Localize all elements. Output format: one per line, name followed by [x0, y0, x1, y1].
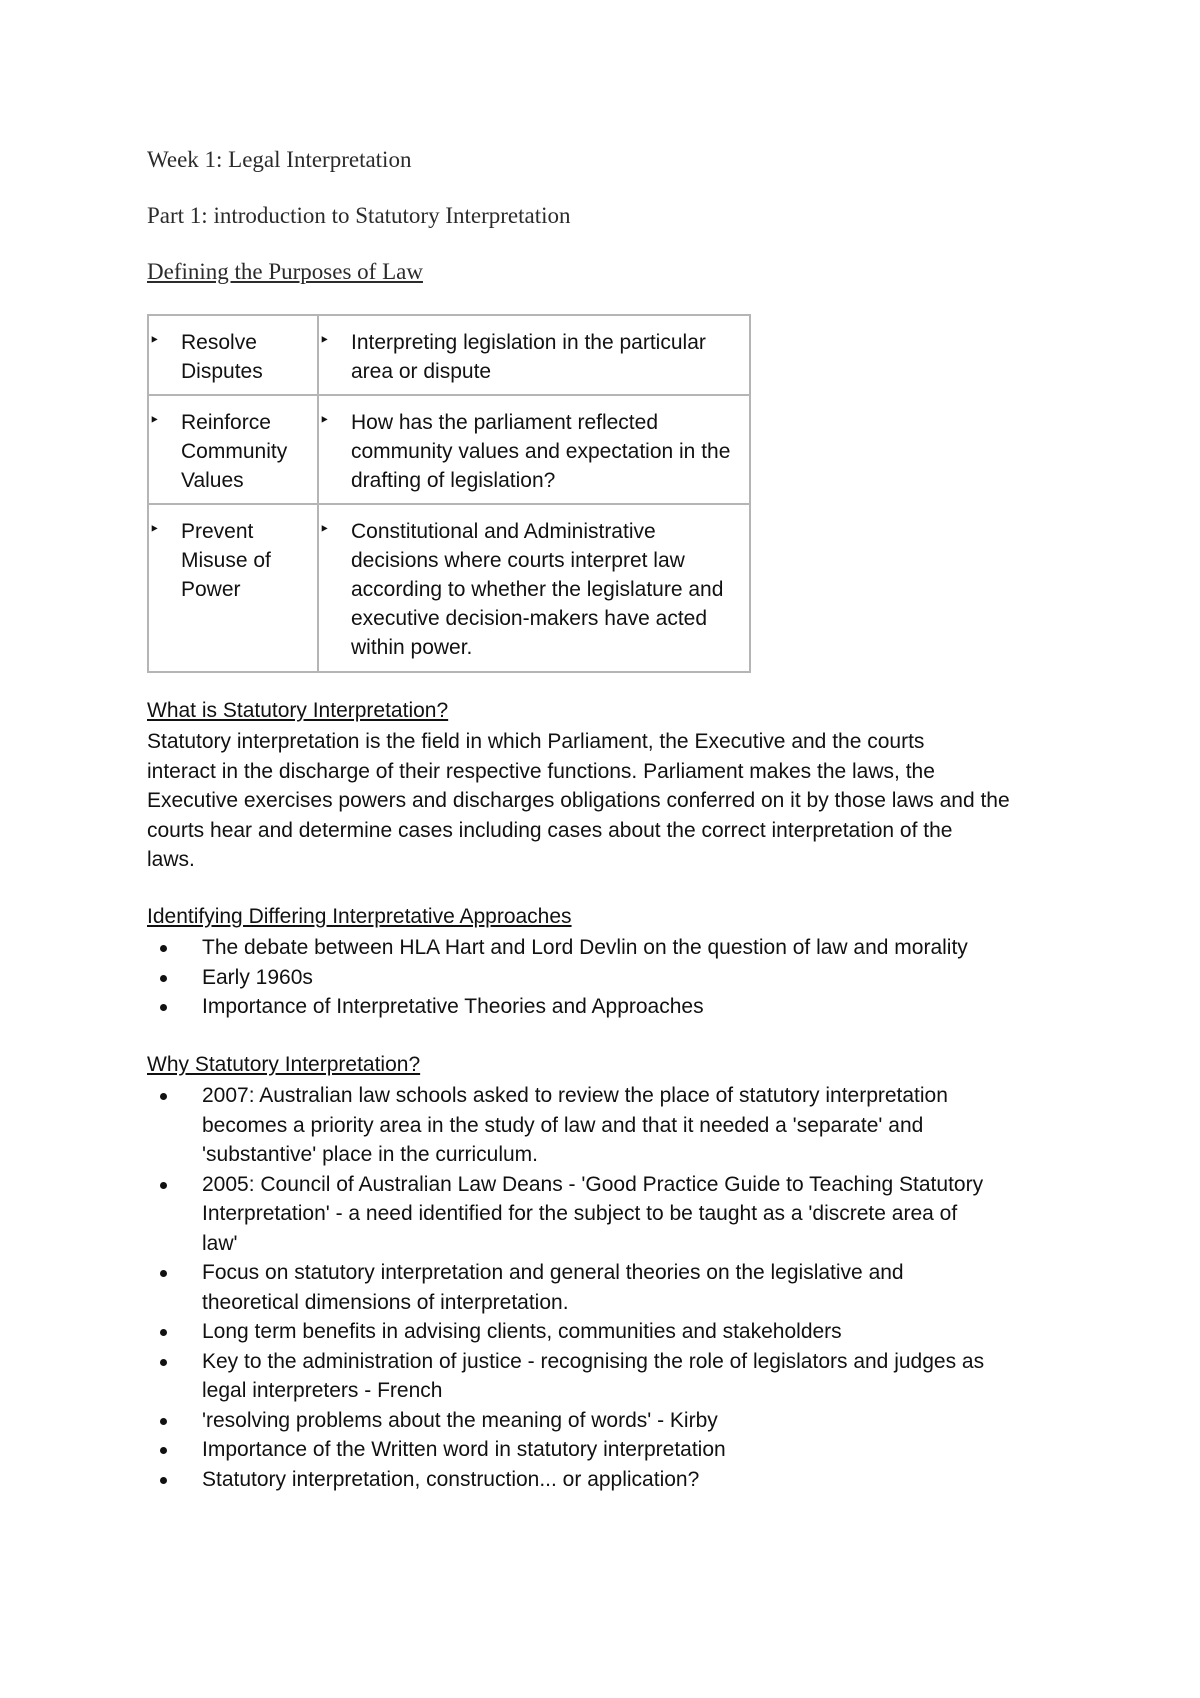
- what-is-paragraph: [147, 727, 1077, 875]
- list-item: 2007: Australian law schools asked to review the place of statutory interpretation becomes a priority area in the study of law and that it needed a 'separate' and 'substantive' place in the curriculum.: [147, 1081, 1077, 1170]
- bullet-icon: [160, 1359, 167, 1366]
- table-row: [148, 395, 750, 504]
- table-cell-description: [318, 315, 750, 395]
- section-heading-identifying: Identifying Differing Interpretative Approaches: [147, 905, 572, 928]
- bullet-icon: [160, 1182, 167, 1189]
- purposes-table: [147, 314, 751, 673]
- list-item: Focus on statutory interpretation and general theories on the legislative and theoretical dimensions of interpretation.: [147, 1258, 1077, 1317]
- section-heading-purposes: Defining the Purposes of Law: [147, 259, 423, 284]
- bullet-icon: [160, 975, 167, 982]
- bullet-icon: [160, 1329, 167, 1336]
- list-item: Importance of Interpretative Theories and Approaches: [147, 992, 1077, 1022]
- table-cell-description: [318, 395, 750, 504]
- triangle-bullet-icon: ‣: [319, 330, 330, 350]
- purpose-text: Reinforce Community Values: [181, 411, 288, 492]
- list-item: Key to the administration of justice - recognising the role of legislators and judges as legal interpreters - French: [147, 1347, 1077, 1406]
- section-heading-why: Why Statutory Interpretation?: [147, 1053, 421, 1076]
- table-cell-purpose: [148, 395, 318, 504]
- document-title: Week 1: Legal Interpretation: [147, 147, 412, 172]
- table-cell-purpose: [148, 504, 318, 672]
- why-list: [147, 1081, 1077, 1494]
- purpose-text: Prevent Misuse of Power: [181, 520, 271, 601]
- paragraph-line: interact in the discharge of their respective functions. Parliament makes the laws, the: [147, 759, 935, 783]
- triangle-bullet-icon: ‣: [149, 519, 160, 539]
- triangle-bullet-icon: ‣: [149, 330, 160, 350]
- list-item: Importance of the Written word in statutory interpretation: [147, 1435, 1077, 1465]
- description-text: Interpreting legislation in the particular area or dispute: [351, 331, 706, 383]
- bullet-icon: [160, 1477, 167, 1484]
- part-heading: Part 1: introduction to Statutory Interpretation: [147, 203, 571, 228]
- list-item: 'resolving problems about the meaning of words' - Kirby: [147, 1406, 1077, 1436]
- bullet-icon: [160, 1270, 167, 1277]
- triangle-bullet-icon: ‣: [319, 410, 330, 430]
- purpose-text: Resolve Disputes: [181, 331, 263, 383]
- bullet-icon: [160, 1093, 167, 1100]
- bullet-icon: [160, 1418, 167, 1425]
- list-item: Long term benefits in advising clients, communities and stakeholders: [147, 1317, 1077, 1347]
- table-cell-purpose: [148, 315, 318, 395]
- paragraph-line: Executive exercises powers and discharges obligations conferred on it by those laws and the: [147, 789, 1010, 812]
- section-heading-what-is: What is Statutory Interpretation?: [147, 699, 449, 722]
- triangle-bullet-icon: ‣: [149, 410, 160, 430]
- table-cell-description: [318, 504, 750, 672]
- paragraph-line: Statutory interpretation is the field in which Parliament, the Executive and the courts: [147, 730, 925, 753]
- triangle-bullet-icon: ‣: [319, 519, 330, 539]
- paragraph-line: laws.: [147, 848, 195, 871]
- table-row: [148, 315, 750, 395]
- paragraph-line: courts hear and determine cases including cases about the correct interpretation of the: [147, 818, 953, 842]
- list-item: The debate between HLA Hart and Lord Devlin on the question of law and morality: [147, 933, 1077, 963]
- description-text: How has the parliament reflected community values and expectation in the drafting of legislation?: [351, 411, 731, 492]
- list-item: Statutory interpretation, construction... or application?: [147, 1465, 1077, 1495]
- bullet-icon: [160, 945, 167, 952]
- list-item: 2005: Council of Australian Law Deans - 'Good Practice Guide to Teaching Statutory Interpretation' - a need identified for the subject to be taught as a 'discrete area of law': [147, 1170, 1077, 1259]
- identifying-list: [147, 933, 1077, 1022]
- list-item: Early 1960s: [147, 963, 1077, 993]
- bullet-icon: [160, 1004, 167, 1011]
- description-text: Constitutional and Administrative decisions where courts interpret law according to whether the legislature and executive decision-makers have acted within power.: [351, 520, 724, 659]
- table-row: [148, 504, 750, 672]
- bullet-icon: [160, 1447, 167, 1454]
